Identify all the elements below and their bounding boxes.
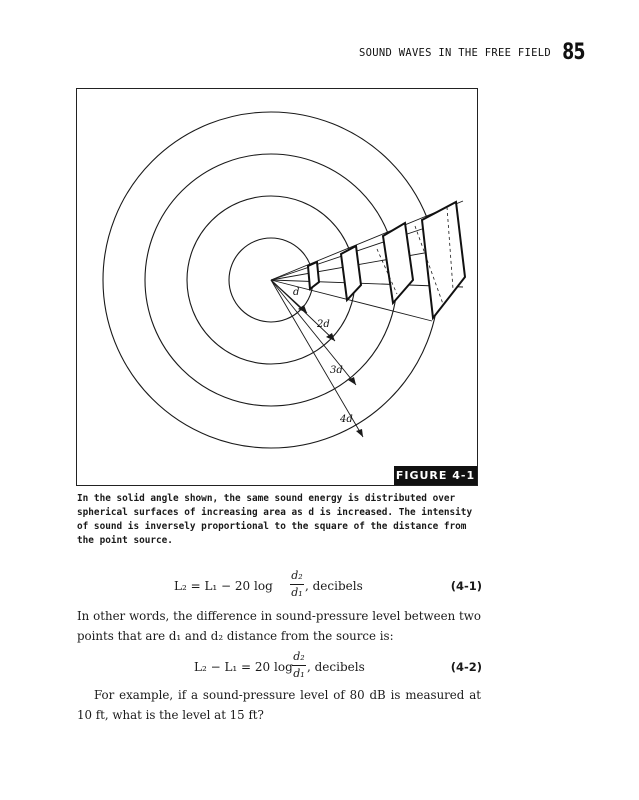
- equation-4-1: [150, 569, 482, 605]
- equation-number-4-1: (4-1): [450, 579, 482, 593]
- patch-4d: [422, 202, 465, 318]
- patch-2d: [341, 246, 361, 300]
- figure-4-1: [76, 88, 478, 486]
- equation-4-2-unit: , decibels: [307, 660, 365, 674]
- equation-4-2-fraction: [292, 650, 306, 680]
- fraction-denominator: d₁: [291, 586, 303, 599]
- patch-d: [308, 262, 319, 289]
- equation-4-2: [150, 650, 482, 686]
- spherical-spreading-diagram: [77, 89, 478, 486]
- label-2d: 2d: [317, 319, 330, 330]
- figure-caption: In the solid angle shown, the same sound energy is distributed over spherical surfaces of increasing area as d is increased. The intensity of sound is inversely proportional to the square of the distance from the point source.: [77, 493, 473, 546]
- fraction-numerator: d₂: [291, 569, 303, 582]
- fraction-denominator: d₁: [293, 667, 305, 680]
- fraction-numerator: d₂: [293, 650, 305, 663]
- running-head: SOUND WAVES IN THE FREE FIELD: [358, 47, 551, 59]
- label-d: d: [293, 287, 300, 298]
- equation-4-2-lhs: L₂ − L₁ = 20 log: [194, 660, 293, 674]
- patch-3d: [383, 223, 413, 303]
- page-number: 85: [562, 40, 585, 65]
- equation-4-1-lhs: L₂ = L₁ − 20 log: [174, 579, 273, 593]
- paragraph-2: For example, if a sound-pressure level of 80 dB is measured at 10 ft, what is the level at 15 ft?: [77, 688, 481, 722]
- figure-label: FIGURE 4-1: [394, 466, 477, 485]
- label-4d: 4d: [340, 414, 353, 425]
- equation-4-1-fraction: [290, 569, 304, 599]
- paragraph-1: In other words, the difference in sound-pressure level between two points that are d₁ and d₂ distance from the source is:: [77, 609, 481, 643]
- label-3d: 3d: [330, 365, 343, 376]
- page-header: [300, 40, 585, 70]
- equation-number-4-2: (4-2): [450, 660, 482, 674]
- equation-4-1-unit: , decibels: [305, 579, 363, 593]
